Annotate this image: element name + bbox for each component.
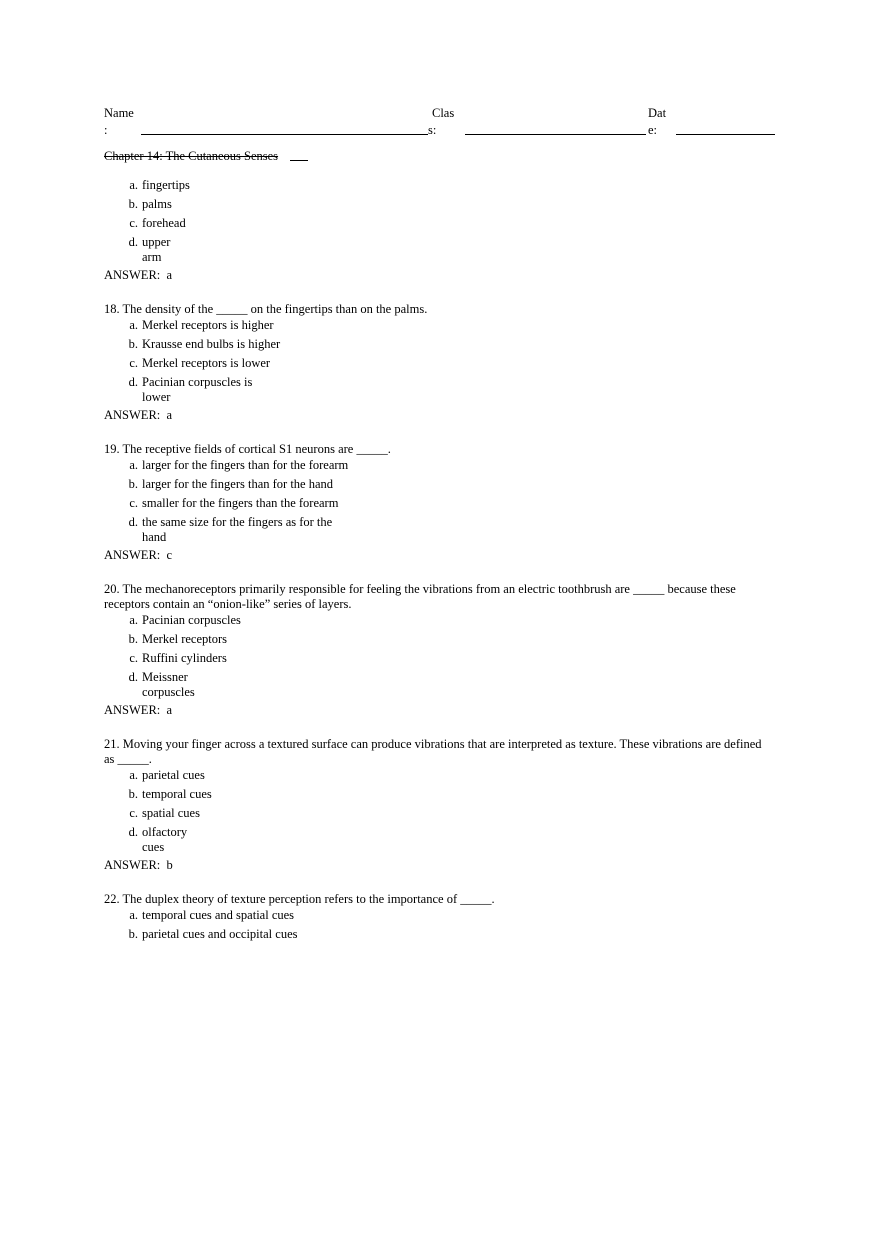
option-text: parietal cues and occipital cues: [142, 927, 298, 941]
question-stem: 20. The mechanoreceptors primarily responsible for feeling the vibrations from an electric toothbrush are _____ because these receptors contain an “onion-like” series of layers.: [104, 582, 736, 611]
option-letter: b.: [128, 632, 138, 646]
question-6: [104, 892, 774, 942]
option-letter: a.: [129, 458, 138, 472]
option-d[interactable]: [104, 235, 774, 265]
option-a[interactable]: [104, 908, 774, 923]
option-text: Ruffini cylinders: [142, 651, 227, 665]
question-2: [104, 302, 774, 423]
option-text: larger for the fingers than for the forearm: [142, 458, 349, 472]
option-b[interactable]: [104, 787, 774, 802]
option-c[interactable]: [104, 651, 774, 666]
option-a[interactable]: [104, 458, 774, 473]
option-letter: a.: [129, 318, 138, 332]
option-text: the same size for the fingers as for the hand: [142, 515, 333, 544]
option-b[interactable]: [104, 927, 774, 942]
option-letter: c.: [129, 496, 138, 510]
option-text: parietal cues: [142, 768, 205, 782]
option-letter: a.: [129, 768, 138, 782]
option-letter: c.: [129, 806, 138, 820]
question-3: [104, 442, 774, 563]
answer-value: a: [166, 703, 173, 717]
option-letter: a.: [129, 908, 138, 922]
option-text: palms: [142, 197, 172, 211]
option-list: [104, 768, 774, 855]
class-blank-line[interactable]: [465, 134, 646, 135]
option-letter: c.: [129, 216, 138, 230]
option-text: Pacinian corpuscles: [142, 613, 241, 627]
question-stem: 18. The density of the _____ on the fingertips than on the palms.: [104, 302, 428, 316]
option-letter: d.: [128, 515, 138, 529]
option-a[interactable]: [104, 768, 774, 783]
answer-value: a: [166, 408, 173, 422]
answer-value: a: [166, 268, 173, 282]
option-d[interactable]: [104, 670, 774, 700]
question-stem: 19. The receptive fields of cortical S1 neurons are _____.: [104, 442, 391, 456]
answer-value: b: [166, 858, 173, 872]
option-text: smaller for the fingers than the forearm: [142, 496, 339, 510]
option-letter: a.: [129, 613, 138, 627]
option-list: [104, 178, 774, 265]
option-list: [104, 318, 774, 405]
name-blank-line[interactable]: [141, 134, 428, 135]
answer-value: c: [166, 548, 173, 562]
date-label: Dat: [648, 106, 667, 120]
answer-line: [104, 268, 774, 283]
option-c[interactable]: [104, 356, 774, 371]
option-text: temporal cues and spatial cues: [142, 908, 295, 922]
option-letter: b.: [128, 787, 138, 801]
option-b[interactable]: [104, 632, 774, 647]
answer-line: [104, 548, 774, 563]
option-text: Merkel receptors is higher: [142, 318, 274, 332]
answer-prefix: ANSWER:: [104, 548, 161, 562]
chapter-title: Chapter 14: The Cutaneous Senses: [104, 149, 279, 163]
option-text: upper arm: [142, 235, 171, 264]
option-letter: c.: [129, 356, 138, 370]
option-letter: b.: [128, 927, 138, 941]
answer-line: [104, 858, 774, 873]
date-blank-line[interactable]: [676, 134, 775, 135]
option-letter: b.: [128, 337, 138, 351]
option-list: [104, 908, 774, 942]
option-c[interactable]: [104, 496, 774, 511]
option-d[interactable]: [104, 825, 774, 855]
option-a[interactable]: [104, 613, 774, 628]
option-text: Krausse end bulbs is higher: [142, 337, 281, 351]
answer-line: [104, 408, 774, 423]
option-d[interactable]: [104, 375, 774, 405]
answer-line: [104, 703, 774, 718]
option-text: olfactory cues: [142, 825, 188, 854]
name-suffix: :: [104, 123, 108, 137]
chapter-title-underline: [290, 160, 308, 161]
option-text: temporal cues: [142, 787, 212, 801]
class-suffix: s:: [428, 123, 437, 137]
option-text: Merkel receptors is lower: [142, 356, 271, 370]
question-5: [104, 737, 774, 873]
option-c[interactable]: [104, 216, 774, 231]
name-label: Name: [104, 106, 134, 120]
question-stem: 21. Moving your finger across a textured surface can produce vibrations that are interpreted as texture. These vibrations are defined as _____.: [104, 737, 762, 766]
answer-prefix: ANSWER:: [104, 858, 161, 872]
option-letter: d.: [128, 670, 138, 684]
option-text: Merkel receptors: [142, 632, 228, 646]
option-text: larger for the fingers than for the hand: [142, 477, 334, 491]
class-label: Clas: [432, 106, 455, 120]
option-letter: d.: [128, 825, 138, 839]
option-text: spatial cues: [142, 806, 200, 820]
option-b[interactable]: [104, 337, 774, 352]
option-text: Meissner corpuscles: [142, 670, 195, 699]
option-b[interactable]: [104, 477, 774, 492]
option-letter: c.: [129, 651, 138, 665]
option-list: [104, 458, 774, 545]
answer-prefix: ANSWER:: [104, 268, 161, 282]
option-text: fingertips: [142, 178, 190, 192]
answer-prefix: ANSWER:: [104, 408, 161, 422]
option-c[interactable]: [104, 806, 774, 821]
date-suffix: e:: [648, 123, 658, 137]
answer-prefix: ANSWER:: [104, 703, 161, 717]
option-b[interactable]: [104, 197, 774, 212]
option-letter: b.: [128, 477, 138, 491]
question-stem: 22. The duplex theory of texture perception refers to the importance of _____.: [104, 892, 495, 906]
option-letter: b.: [128, 197, 138, 211]
option-text: forehead: [142, 216, 186, 230]
option-text: Pacinian corpuscles is lower: [142, 375, 253, 404]
option-a[interactable]: [104, 178, 774, 193]
question-list: [104, 177, 774, 961]
option-d[interactable]: [104, 515, 774, 545]
question-1: [104, 178, 774, 283]
option-list: [104, 613, 774, 700]
option-letter: a.: [129, 178, 138, 192]
option-letter: d.: [128, 235, 138, 249]
question-4: [104, 582, 774, 718]
option-letter: d.: [128, 375, 138, 389]
option-a[interactable]: [104, 318, 774, 333]
